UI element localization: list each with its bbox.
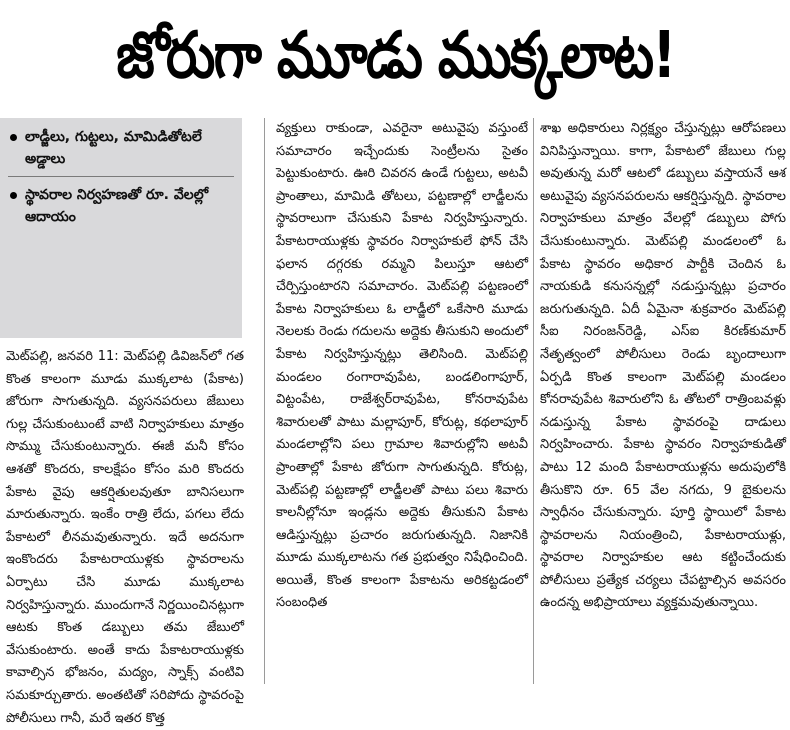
bullet-icon <box>10 192 17 199</box>
article-column-1 <box>6 346 244 726</box>
highlights-box <box>0 118 242 338</box>
highlight-item <box>10 126 238 170</box>
highlight-text: స్థావరాల నిర్వహణతో రూ. వేలల్లో ఆదాయం <box>25 187 209 225</box>
article-column-3 <box>540 118 786 684</box>
headline-text: జోరుగా మూడు ముక్కలాట! <box>115 19 675 93</box>
highlight-item <box>10 184 238 228</box>
article-column-2 <box>276 118 528 684</box>
highlight-text: లాడ్జీలు, గుట్టలు, మామిడితోటలే అడ్డాలు <box>25 129 202 167</box>
headline <box>0 0 790 112</box>
column-divider <box>264 118 265 684</box>
column-divider <box>533 118 534 684</box>
article-text: వ్యక్తులు రాకుండా, ఎవరైనా అటువైపు వస్తుంటే సమాచారం ఇచ్చేందుకు సెంట్రీలను సైతం పెట్టుకుంటారు. ఊరి చివరన ఉండే గుట్టలు, అటవీ ప్రాంతాలు, మామిడి తోటలు, పట్టణాల్లో లాడ్జీలను స్థావరాలుగా చేసుకుని పేకాట నిర్వహిస్తున్నారు. పేకాటరాయుళ్లకు స్థావరం నిర్వాహకులే ఫోన్ చేసి ఫలాన దగ్గరకు రమ్మని పిలుస్తూ ఆటలో చేర్పిస్తుంటారని సమాచారం. మెట్‌పల్లి పట్టణంలో పేకాట నిర్వాహకులు ఓ లాడ్జీలో ఒకేసారి మూడు నెలలకు రెండు గదులను అద్దెకు తీసుకుని అందులో పేకాట నిర్వహిస్తున్నట్లు తెలిసింది. మెట్‌పల్లి మండలం రంగారావుపేట, బండలింగాపూర్, విట్టంపేట, రాజేశ్వర్‌రావుపేట, కోనరావుపేట శివారులతో పాటు మల్లాపూర్, కోరుట్ల, కథలాపూర్ మండలాల్లోని పలు గ్రామాల శివారుల్లోని అటవీ ప్రాంతాల్లో పేకాట జోరుగా సాగుతున్నది. కోరుట్ల, మెట్‌పల్లి పట్టణాల్లో లాడ్జీలతో పాటు పలు శివారు కాలనీల్లోనూ ఇండ్లను అద్దెకు తీసుకుని పేకాట ఆడిస్తున్నట్లు ప్రచారం జరుగుతున్నది. నిజానికి మూడు ముక్కలాటను గత ప్రభుత్వం నిషేధించింది. అయితే, కొంత కాలంగా పేకాటను అరికట్టడంలో సంబంధిత <box>276 121 528 611</box>
article-text: మెట్‌పల్లి, జనవరి 11: మెట్‌పల్లి డివిజన్‌లో గత కొంత కాలంగా మూడు ముక్కలాట (పేకాట) జోరుగా సాగుతున్నది. వ్యసనపరులు జేబులు గుల్ల చేసుకుంటుంటే వాటి నిర్వాహకులు మాత్రం సొమ్ము చేసుకుంటున్నారు. ఈజీ మనీ కోసం ఆశతో కొందరు, కాలక్షేపం కోసం మరి కొందరు పేకాట వైపు ఆకర్షితులవుతూ బానిసలుగా మారుతున్నారు. ఇంకేం రాత్రి లేదు, పగలు లేదు పేకాటలో లీనమవుతున్నారు. ఇదే అదనుగా ఇంకొందరు పేకాటరాయుళ్లకు స్థావరాలను ఏర్పాటు చేసి మూడు ముక్కలాట నిర్వహిస్తున్నారు. ముందుగానే నిర్ణయించినట్లుగా ఆటకు కొంత డబ్బులు తమ జేబులో వేసుకుంటారు. అంతే కాదు పేకాటరాయుళ్లకు కావాల్సిన భోజనం, మద్యం, స్నాక్స్ వంటివి సమకూర్చుతారు. అంతటితో సరిపోదు స్థావరంపై పోలీసులు గానీ, మరే ఇతర కొత్త <box>6 349 244 726</box>
highlight-divider <box>8 176 234 177</box>
bullet-icon <box>10 134 17 141</box>
article-text: శాఖ అధికారులు నిర్లక్ష్యం చేస్తున్నట్లు ఆరోపణలు వినిపిస్తున్నాయి. కాగా, పేకాటలో జేబులు గుల్ల అవుతున్న మరో ఆటలో డబ్బులు వస్తాయనే ఆశ అటువైపు వ్యసనపరులను ఆకర్షిస్తున్నది. స్థావరాల నిర్వాహకులు మాత్రం వేలల్లో డబ్బులు పోగు చేసుకుంటున్నారు. మెట్‌పల్లి మండలంలో ఓ పేకాట స్థావరం అధికార పార్టీకి చెందిన ఓ నాయకుడి కనుసన్నల్లో నడుస్తున్నట్లు ప్రచారం జరుగుతున్నది. ఏదీ ఏమైనా శుక్రవారం మెట్‌పల్లి సీఐ నిరంజన్‌రెడ్డి, ఎస్‌ఐ కిరణ్‌కుమార్ నేతృత్వంలో పోలీసులు రెండు బృందాలుగా ఏర్పడి కొంత కాలంగా మెట్‌పల్లి మండలం కోనరావుపేట శివారులోని ఓ తోటలో రాత్రింబవళ్లు నడుస్తున్న పేకాట స్థావరంపై దాడులు నిర్వహించారు. పేకాట స్థావరం నిర్వాహకుడితో పాటు 12 మంది పేకాటరాయుళ్లను అదుపులోకి తీసుకొని రూ. 65 వేల నగదు, 9 బైకులను స్వాధీనం చేసుకున్నారు. పూర్తి స్థాయిలో పేకాట స్థావరాలను నియంత్రించి, పేకాటరాయుళ్లు, స్థావరాల నిర్వాహకుల ఆట కట్టించేందుకు పోలీసులు ప్రత్యేక చర్యలు చేపట్టాల్సిన అవసరం ఉందన్న అభిప్రాయాలు వ్యక్తమవుతున్నాయి. <box>540 121 786 611</box>
